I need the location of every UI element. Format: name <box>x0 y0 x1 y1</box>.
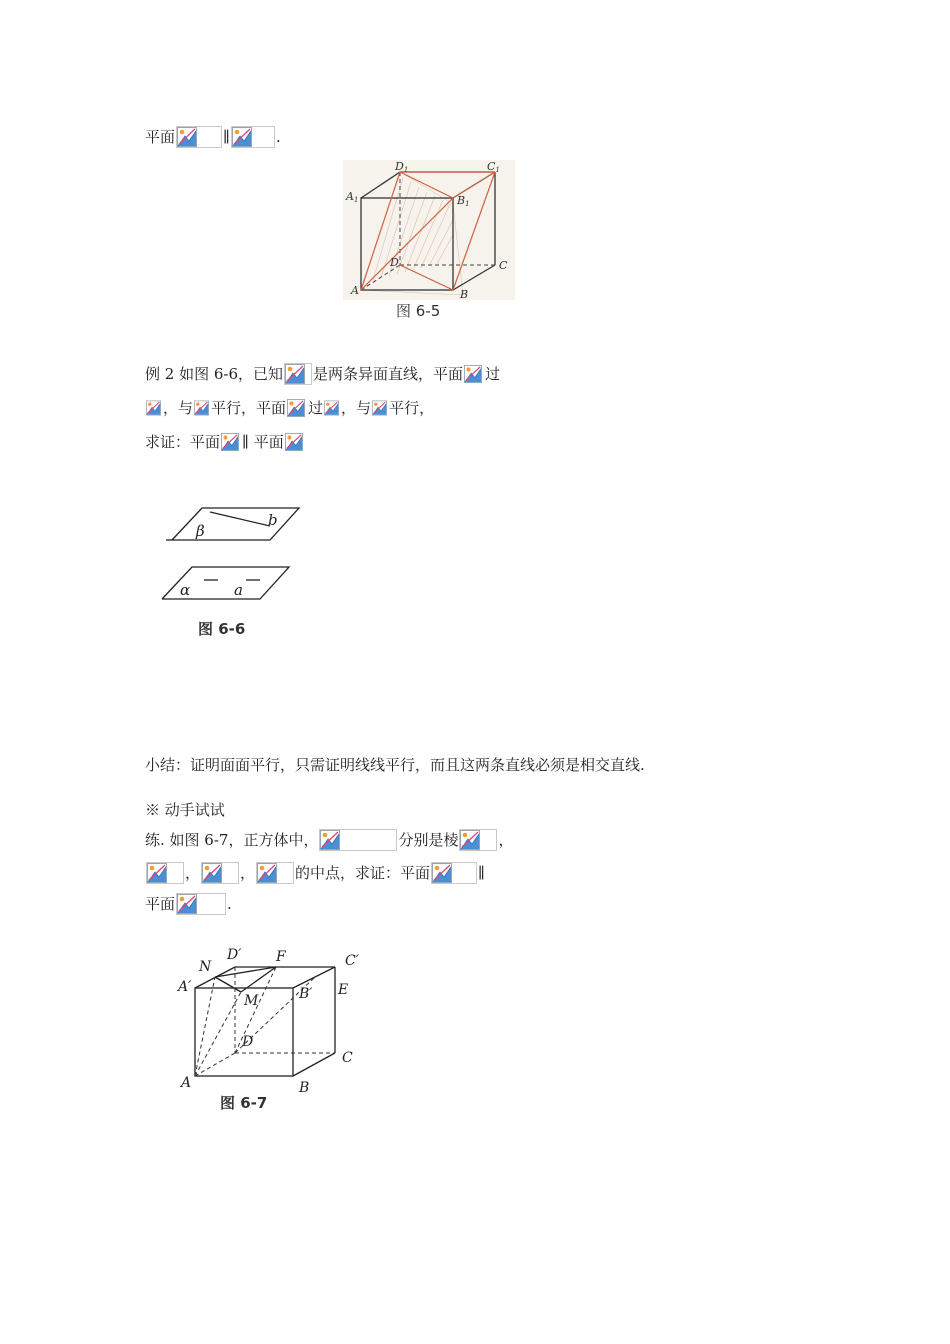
text: ， <box>240 864 256 882</box>
try-it-heading <box>145 798 225 822</box>
text: . <box>275 128 281 146</box>
broken-image-icon <box>146 400 161 416</box>
broken-image-icon <box>257 863 277 883</box>
text: 例 2 如图 6-6，已知 <box>145 365 284 383</box>
formula-image <box>221 431 241 453</box>
formula-image <box>431 862 477 884</box>
broken-image-icon <box>285 364 305 384</box>
text: 平面 <box>145 128 176 146</box>
label-b: b <box>268 511 278 529</box>
text: 过 <box>308 399 324 417</box>
label-B: B <box>299 1080 310 1096</box>
text-line-1 <box>145 125 281 149</box>
formula-image <box>176 893 226 915</box>
label-F: F <box>276 949 286 965</box>
formula-image <box>459 829 497 851</box>
label-D-prime: D′ <box>227 947 242 963</box>
label-D: D <box>390 256 399 269</box>
broken-image-icon <box>147 863 167 883</box>
heading: ※ 动手试试 <box>145 801 225 819</box>
label-C: C <box>342 1050 353 1066</box>
broken-image-icon <box>177 127 197 147</box>
text: 是两条异面直线，平面 <box>313 365 464 383</box>
text: ， <box>185 864 201 882</box>
summary-text: 小结：证明面面平行，只需证明线线平行，而且这两条直线必须是相交直线. <box>145 756 645 774</box>
text: ∥ 平面 <box>242 433 284 451</box>
label-B-prime: B′ <box>299 986 313 1002</box>
label-B1: B1 <box>457 194 470 208</box>
text: ，与 <box>341 399 372 417</box>
formula-image <box>324 397 340 419</box>
label-beta: β <box>196 522 205 540</box>
formula-image <box>285 431 305 453</box>
summary-line <box>145 753 645 777</box>
example2-line-2 <box>145 396 434 420</box>
broken-image-icon <box>460 830 480 850</box>
broken-image-icon <box>287 399 305 417</box>
broken-image-icon <box>285 433 303 451</box>
broken-image-icon <box>324 400 339 416</box>
label-A1: A1 <box>346 190 359 204</box>
broken-image-icon <box>202 863 222 883</box>
label-N: N <box>199 959 212 975</box>
label-E: E <box>338 982 349 998</box>
label-C-prime: C′ <box>345 953 359 969</box>
formula-image <box>176 126 222 148</box>
text: . <box>227 895 232 913</box>
text: 分别是棱 <box>398 831 459 849</box>
label-C1: C1 <box>487 160 500 174</box>
broken-image-icon <box>177 894 197 914</box>
label-alpha: α <box>180 581 191 599</box>
formula-image <box>284 363 312 385</box>
figure-6-7 <box>175 940 385 1100</box>
broken-image-icon <box>320 830 340 850</box>
formula-image <box>464 363 484 385</box>
text: 过 <box>485 365 501 383</box>
label-D: D <box>242 1034 254 1050</box>
formula-image <box>256 862 294 884</box>
text: 平行， <box>389 399 435 417</box>
figure-6-5 <box>343 160 515 300</box>
text: ，与 <box>163 399 194 417</box>
figure-6-6-caption: 图 6-6 <box>198 620 246 638</box>
text: 求证：平面 <box>145 433 221 451</box>
label-A: A <box>181 1075 192 1091</box>
figure-6-7-caption: 图 6-7 <box>220 1094 268 1112</box>
text: ∥ <box>223 128 230 146</box>
text: ， <box>498 831 514 849</box>
formula-image <box>146 862 184 884</box>
text: 练. 如图 6-7，正方体中， <box>145 831 319 849</box>
formula-image <box>287 397 307 419</box>
broken-image-icon <box>432 863 452 883</box>
formula-image <box>372 397 388 419</box>
label-A-prime: A′ <box>178 979 192 995</box>
broken-image-icon <box>194 400 209 416</box>
label-B: B <box>460 288 469 300</box>
text: ∥ <box>478 864 485 882</box>
text: 的中点，求证：平面 <box>295 864 431 882</box>
formula-image <box>231 126 275 148</box>
example2-line-1 <box>145 362 500 386</box>
formula-image <box>194 397 210 419</box>
figure-6-5-caption: 图 6-5 <box>396 302 441 320</box>
broken-image-icon <box>464 365 482 383</box>
label-a: a <box>234 581 243 599</box>
formula-image <box>146 397 162 419</box>
formula-image <box>201 862 239 884</box>
label-C: C <box>499 259 508 272</box>
text: 平行，平面 <box>211 399 287 417</box>
label-D1: D1 <box>395 160 409 174</box>
broken-image-icon <box>221 433 239 451</box>
figure-6-6 <box>158 500 303 608</box>
try-it-line-2 <box>145 861 485 885</box>
formula-image <box>319 829 397 851</box>
broken-image-icon <box>372 400 387 416</box>
try-it-line-3 <box>145 892 232 916</box>
text: 平面 <box>145 895 176 913</box>
broken-image-icon <box>232 127 252 147</box>
example2-line-3 <box>145 430 306 454</box>
label-A: A <box>351 284 359 297</box>
label-M: M <box>244 993 259 1009</box>
try-it-line-1 <box>145 828 514 852</box>
